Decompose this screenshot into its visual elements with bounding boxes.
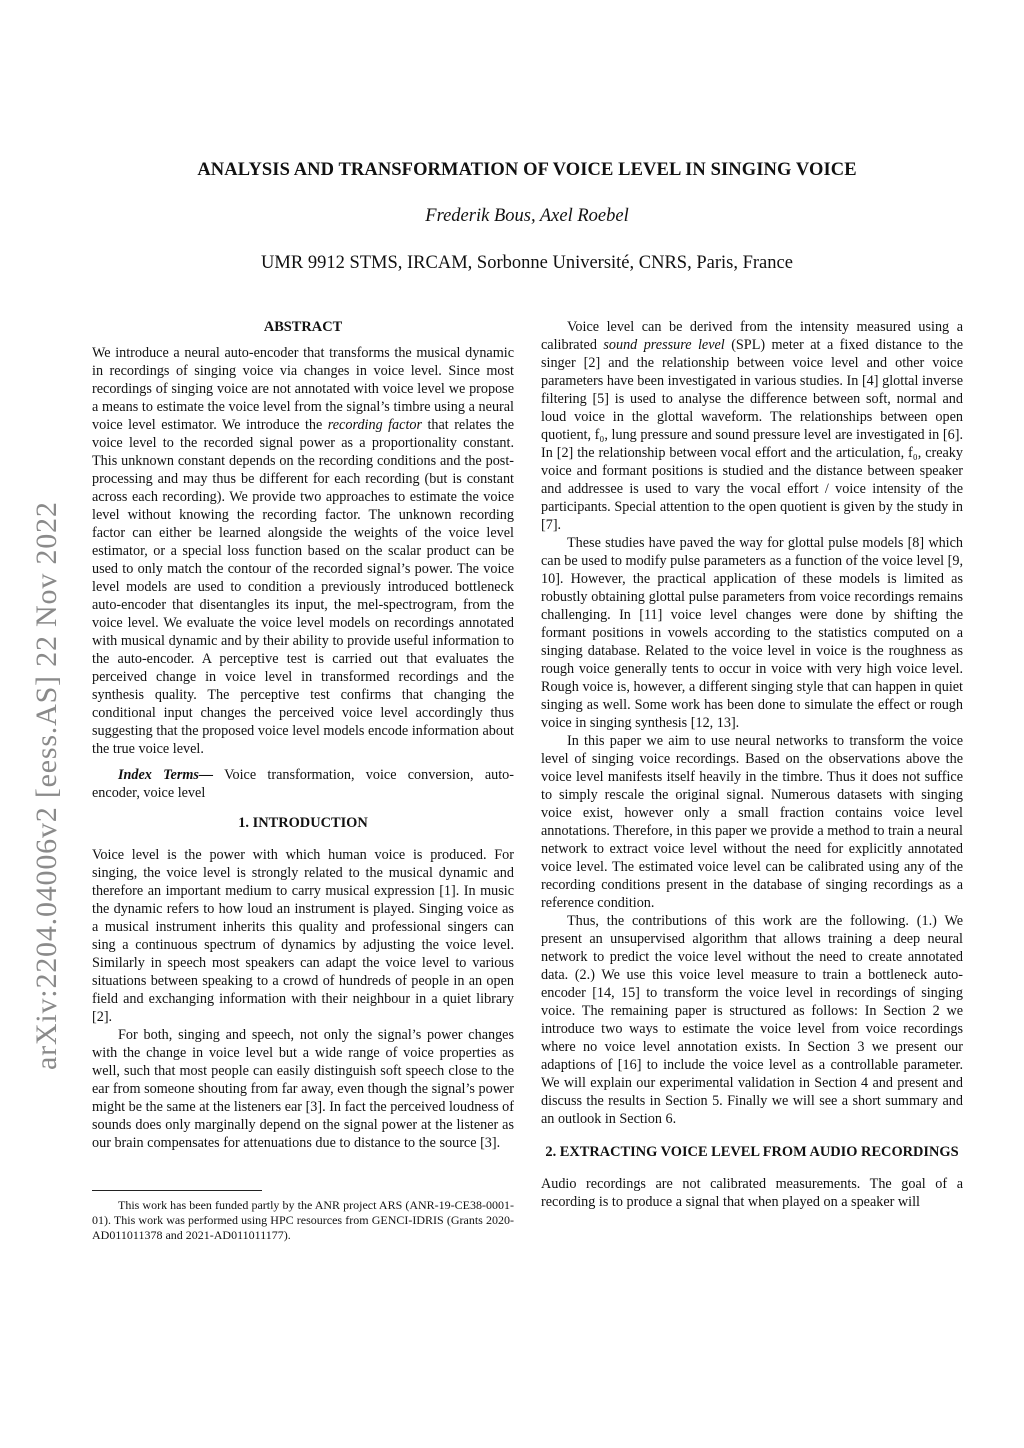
abstract-part-1: We introduce a neural auto-encoder that transforms the musical dynamic in recordings of singing voice via changes in voice level. Since most recordings of singing voice are not annotated with voice level we propose a means to estimate the voice level from the signal’s timbre using a neural voice level estimator. We introduce the [92, 345, 514, 433]
intro-paragraph-5: In this paper we aim to use neural networks to transform the voice level of singing voice recordings. Based on the observations above the voice level manifests itself heavily in the timbre. Thus it does not suffice to simply rescale the original signal. Numerous datasets with singing voice exist, however only a small fraction contains voice level annotations. Therefore, in this paper we provide a method to train a neural network to extract voice level without the need for explicitly annotated voice level. The estimated voice level can be calibrated using any of the recording conditions present in the database of singing recordings as a reference condition. [541, 733, 963, 911]
abstract-text [92, 344, 514, 758]
intro-p3-spl: sound pressure level [603, 337, 725, 353]
section-2-heading: 2. EXTRACTING VOICE LEVEL FROM AUDIO RECORDINGS [545, 1144, 959, 1160]
intro-p3-part-b: (SPL) meter at a fixed distance to the singer [2] and the relationship between voice level and other voice parameters have been investigated in various studies. In [4] glottal inverse filtering [5] is used to analyse the difference between soft, normal and loud voice in the glottal waveform. The relationships between open quotient, f₀, lung pressure and sound pressure level are investigated in [6]. In [2] the relationship between vocal effort and the articulation, f₀, creaky voice and formant positions is studied and the distance between speaker and addressee is used to vary the vocal effort / voice intensity of the participants. Special attention to the open quotient is given by the study in [7]. [541, 337, 964, 533]
paper-authors: Frederik Bous, Axel Roebel [425, 206, 629, 226]
abstract-part-2: that relates the voice level to the recorded signal power as a proportionality constant. This unknown constant depends on the recording conditions and the post-processing and may thus be different for each recording (but is constant across each recording). We provide two approaches to estimate the voice level without knowing the recording factor. The unknown recording factor can either be learned alongside the weights of the voice level estimator, or a special loss function based on the scalar product can be used to only match the contour of the recorded signal’s power. The voice level models are used to condition a previously introduced bottleneck auto-encoder that disentangles its input, the mel-spectrogram, from the voice level. We evaluate the voice level models on recordings annotated with musical dynamic and by their ability to provide useful information to the auto-encoder. A perceptive test is carried out that evaluates the perceived change in voice level in transformed recordings and the synthesis quality. The perceptive test confirms that changing the conditional input changes the perceived voice level accordingly thus suggesting that the proposed voice level models encode information about the true voice level. [92, 417, 514, 757]
intro-p3-part-a: Voice level can be derived from the intensity measured using a calibrated [541, 319, 963, 353]
left-column [92, 318, 514, 1152]
abstract-recording-factor: recording factor [327, 417, 423, 433]
section-2-paragraph-1: Audio recordings are not calibrated measurements. The goal of a recording is to produce a signal that when played on a speaker will [541, 1176, 963, 1210]
intro-paragraph-1: Voice level is the power with which human voice is produced. For singing, the voice level is strongly related to the musical dynamic and therefore an important medium to carry musical expression [1]. In music the dynamic refers to how loud an instrument is played. Singing voice as a musical instrument inherits this quality and professional singers can sing a continuous spectrum of dynamics by adjusting the voice level. Similarly in speech most speakers can adapt the voice level to various situations between speaking to a crowd of hundreds of people in an open field and exchanging information with their neighbour in a quiet library [2]. [92, 847, 514, 1025]
right-column [541, 318, 963, 1211]
paper-affiliation: UMR 9912 STMS, IRCAM, Sorbonne Université, CNRS, Paris, France [261, 253, 793, 273]
intro-paragraph-2: For both, singing and speech, not only the signal’s power changes with the change in voice level but a wide range of voice properties as well, such that most people can easily distinguish soft speech close to the ear from someone shouting from far away, even though the signal’s power might be the same at the listeners ear [3]. In fact the perceived loudness of sounds does only marginally depend on the signal power at the listener as our brain compensates for attenuations due to distance to the source [3]. [92, 1027, 514, 1151]
footnote-rule [92, 1190, 262, 1191]
intro-paragraph-6: Thus, the contributions of this work are the following. (1.) We present an unsupervised algorithm that allows training a deep neural network to predict the voice level without the need to create annotated data. (2.) We use this voice level measure to train a bottleneck auto-encoder [14, 15] to transform the voice level in recordings of singing voice. The remaining paper is structured as follows: In Section 2 we introduce two ways to estimate the voice level from voice recordings where no voice level annotation exists. In Section 3 we present our adaptions of [16] to include the voice level as a controllable parameter. We will explain our experimental validation in Section 4 and present and discuss the results in Section 5. Finally we will see a short summary and an outlook in Section 6. [541, 913, 963, 1127]
index-terms-text: Voice transformation, voice conversion, auto-encoder, voice level [92, 767, 514, 801]
abstract-heading: ABSTRACT [263, 319, 343, 335]
index-terms-label: Index Terms— [118, 767, 214, 783]
intro-paragraph-3 [541, 318, 963, 534]
intro-paragraph-4: These studies have paved the way for glottal pulse models [8] which can be used to modify pulse parameters as a function of the voice level [9, 10]. However, the practical application of these models is limited as robustly obtaining glottal pulse parameters from voice recordings remains challenging. In [11] voice level changes were done by shifting the formant positions in vowels according to the statistics computed on a singing database. Related to the voice level in voice is the roughness as rough voice generally tents to occur in voice with very high voice level. Rough voice is, however, a different singing style that can happen in quiet singing as well. Some work has been done to simulate the effect or rough voice in singing synthesis [12, 13]. [541, 535, 963, 731]
arxiv-side-identifier: arXiv:2204.04006v2 [eess.AS] 22 Nov 2022 [30, 501, 63, 1070]
intro-heading: 1. INTRODUCTION [238, 815, 368, 831]
index-terms [92, 766, 514, 802]
paper-title: ANALYSIS AND TRANSFORMATION OF VOICE LEVEL IN SINGING VOICE [197, 160, 857, 180]
footnote: This work has been funded partly by the ANR project ARS (ANR-19-CE38-0001-01). This work was performed using HPC resources from GENCI-IDRIS (Grants 2020-AD011011378 and 2021-AD011011177). [92, 1198, 514, 1242]
